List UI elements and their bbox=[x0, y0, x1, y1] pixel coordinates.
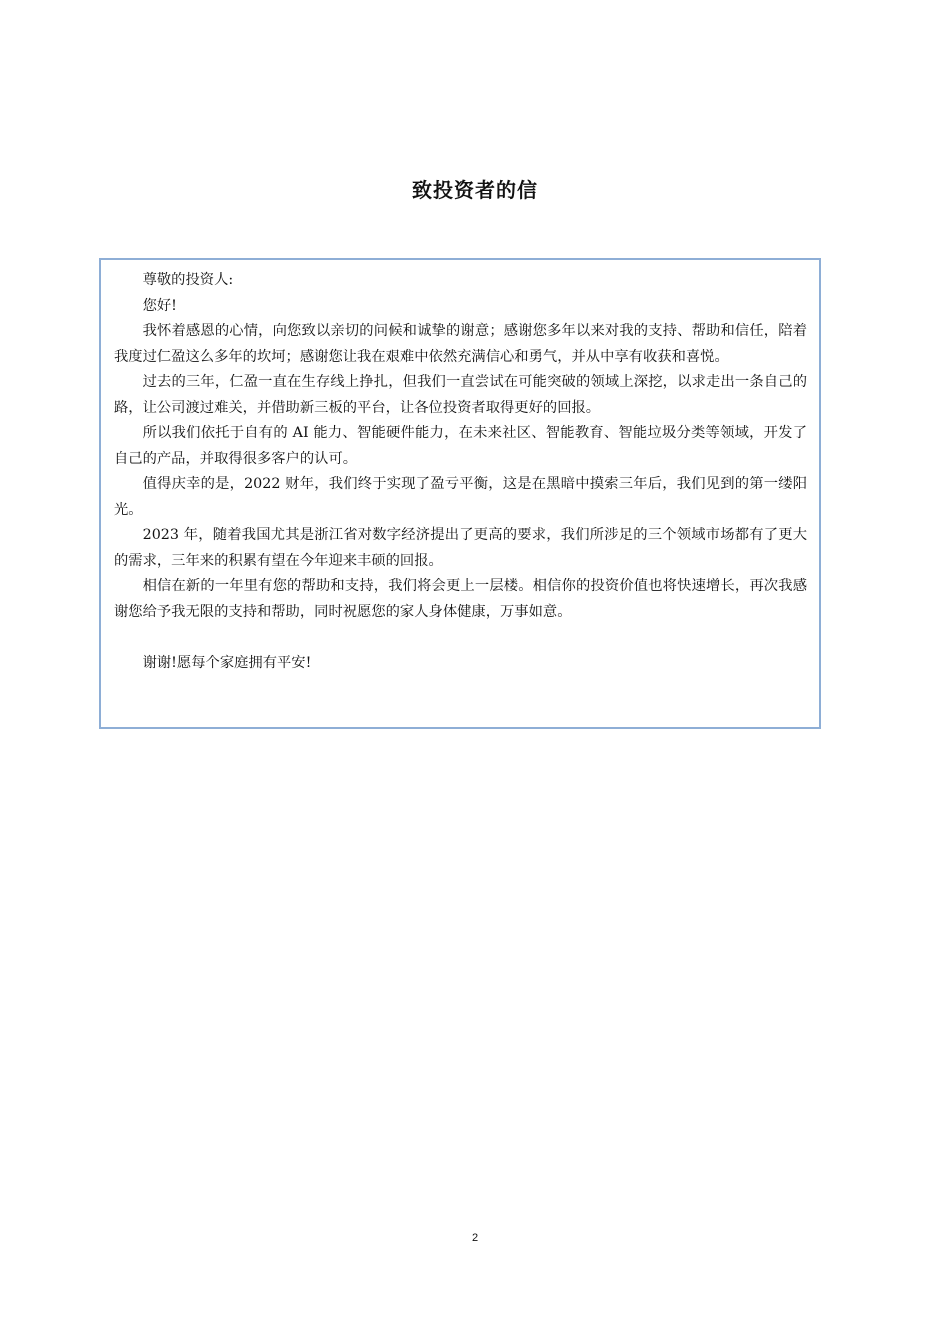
letter-paragraph: 2023 年，随着我国尤其是浙江省对数字经济提出了更高的要求，我们所涉足的三个领域市场都有了更大的需求，三年来的积累有望在今年迎来丰硕的回报。 bbox=[114, 527, 807, 569]
greeting: 您好! bbox=[142, 297, 177, 314]
letter-box bbox=[99, 258, 821, 729]
page-title: 致投资者的信 bbox=[412, 178, 538, 202]
page-number: 2 bbox=[471, 1232, 479, 1244]
letter-paragraph: 相信在新的一年里有您的帮助和支持，我们将会更上一层楼。相信你的投资价值也将快速增长，再次我感谢您给予我无限的支持和帮助，同时祝愿您的家人身体健康，万事如意。 bbox=[114, 578, 807, 620]
letter-paragraph: 我怀着感恩的心情，向您致以亲切的问候和诚挚的谢意；感谢您多年以来对我的支持、帮助和信任，陪着我度过仁盈这么多年的坎坷；感谢您让我在艰难中依然充满信心和勇气，并从中享有收获和喜悦。 bbox=[114, 323, 807, 365]
letter-paragraph: 所以我们依托于自有的 AI 能力、智能硬件能力，在未来社区、智能教育、智能垃圾分类等领域，开发了自己的产品，并取得很多客户的认可。 bbox=[114, 425, 807, 467]
letter-paragraph: 值得庆幸的是，2022 财年，我们终于实现了盈亏平衡，这是在黑暗中摸索三年后，我们见到的第一缕阳光。 bbox=[114, 476, 807, 518]
letter-paragraph: 过去的三年，仁盈一直在生存线上挣扎，但我们一直尝试在可能突破的领域上深挖，以求走出一条自己的路，让公司渡过难关，并借助新三板的平台，让各位投资者取得更好的回报。 bbox=[114, 374, 807, 416]
salutation: 尊敬的投资人: bbox=[142, 272, 234, 288]
blank-line bbox=[114, 625, 807, 651]
closing-line: 谢谢!愿每个家庭拥有平安! bbox=[142, 654, 312, 671]
